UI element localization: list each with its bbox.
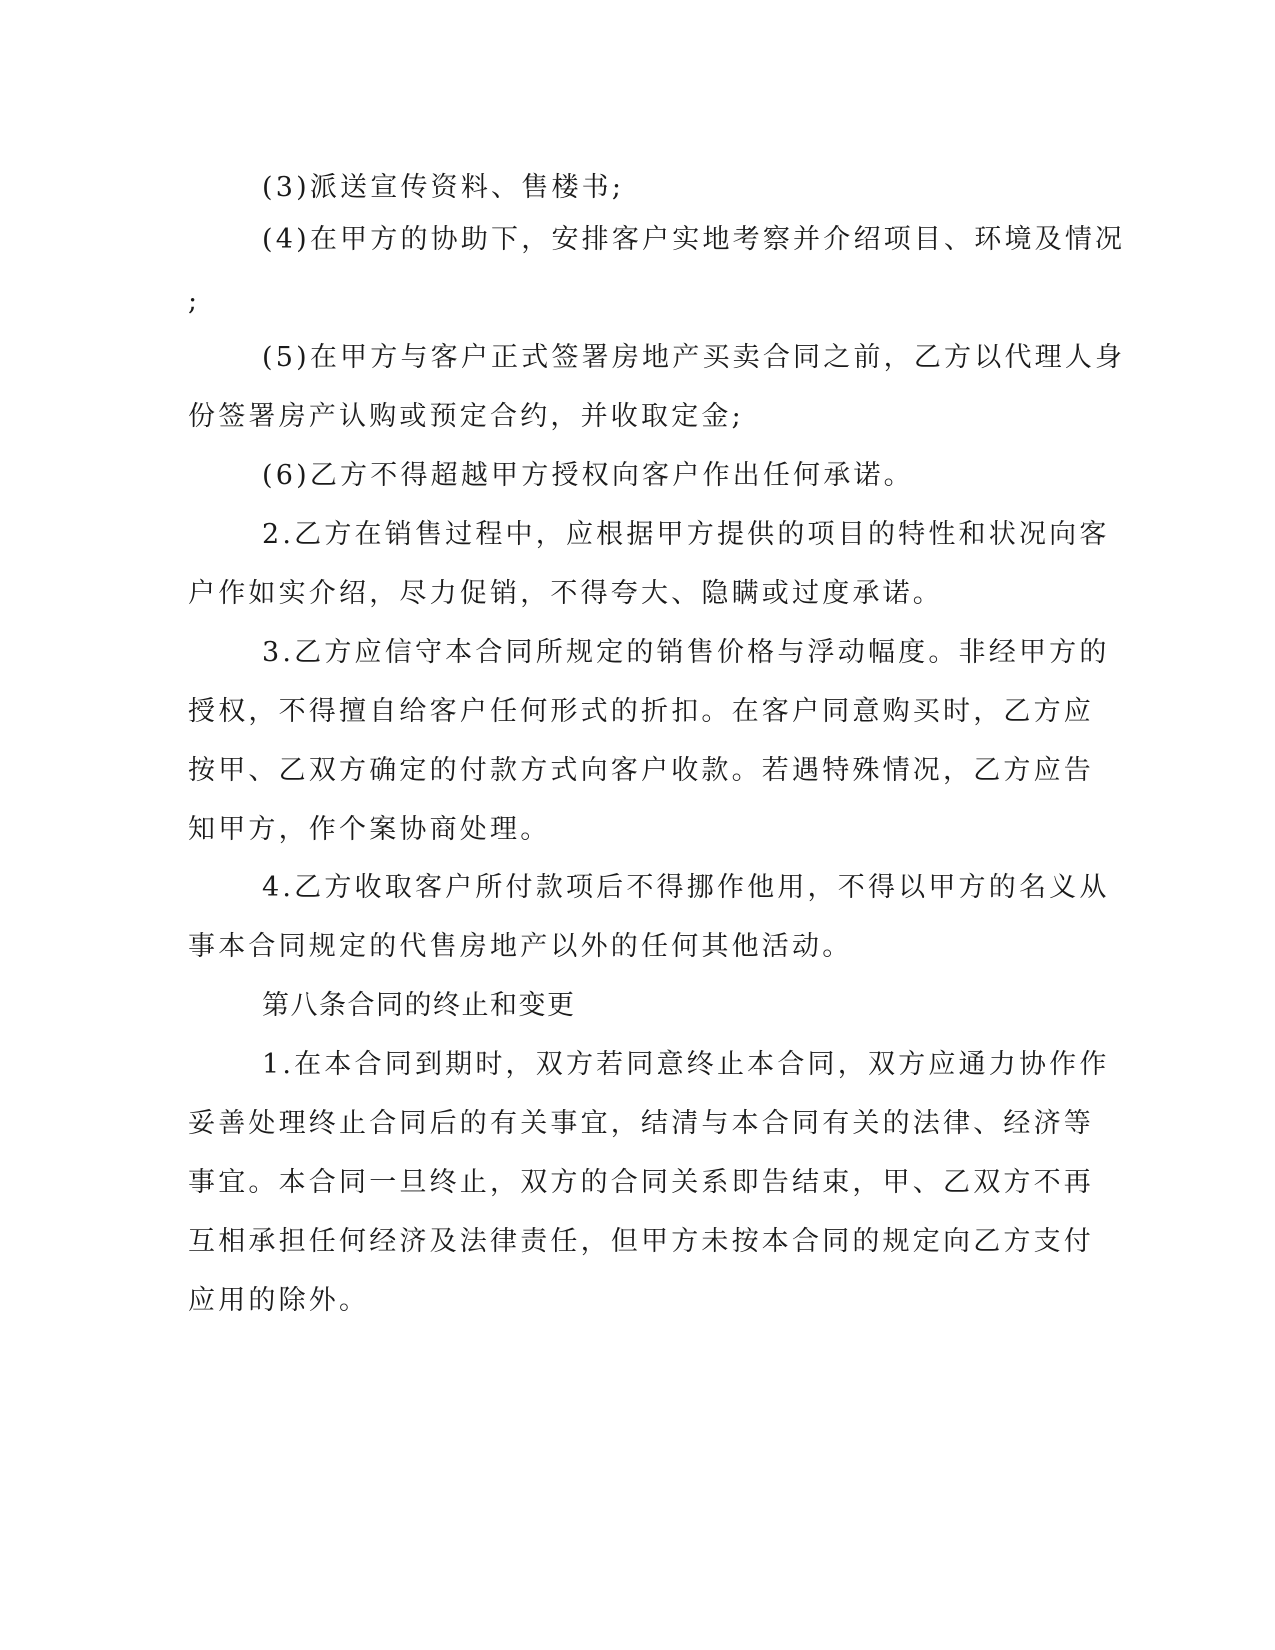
text-line: 应用的除外。 [188, 1285, 370, 1316]
text-line: (3)派送宣传资料、售楼书; [262, 172, 625, 203]
text-line: 份签署房产认购或预定合约，并收取定金; [188, 401, 744, 432]
text-line: 知甲方，作个案协商处理。 [188, 814, 551, 845]
section-heading: 第八条合同的终止和变更 [262, 990, 576, 1021]
text-line: 户作如实介绍，尽力促销，不得夸大、隐瞒或过度承诺。 [188, 578, 943, 609]
text-line: 妥善处理终止合同后的有关事宜，结清与本合同有关的法律、经济等 [188, 1108, 1094, 1139]
text-line: 互相承担任何经济及法律责任，但甲方未按本合同的规定向乙方支付 [188, 1226, 1094, 1257]
text-line: 1.在本合同到期时，双方若同意终止本合同，双方应通力协作作 [262, 1049, 1110, 1080]
text-line: 3.乙方应信守本合同所规定的销售价格与浮动幅度。非经甲方的 [262, 637, 1110, 668]
text-line: (4)在甲方的协助下，安排客户实地考察并介绍项目、环境及情况 [262, 224, 1126, 255]
text-line: (5)在甲方与客户正式签署房地产买卖合同之前，乙方以代理人身 [262, 342, 1126, 373]
text-line: 按甲、乙双方确定的付款方式向客户收款。若遇特殊情况，乙方应告 [188, 755, 1094, 786]
text-line: 2.乙方在销售过程中，应根据甲方提供的项目的特性和状况向客 [262, 519, 1110, 550]
text-line: 4.乙方收取客户所付款项后不得挪作他用，不得以甲方的名义从 [262, 872, 1110, 903]
text-line: 事宜。本合同一旦终止，双方的合同关系即告结束，甲、乙双方不再 [188, 1167, 1094, 1198]
text-line: ; [188, 286, 201, 317]
text-line: (6)乙方不得超越甲方授权向客户作出任何承诺。 [262, 460, 914, 491]
text-line: 授权，不得擅自给客户任何形式的折扣。在客户同意购买时，乙方应 [188, 696, 1094, 727]
text-line: 事本合同规定的代售房地产以外的任何其他活动。 [188, 931, 853, 962]
